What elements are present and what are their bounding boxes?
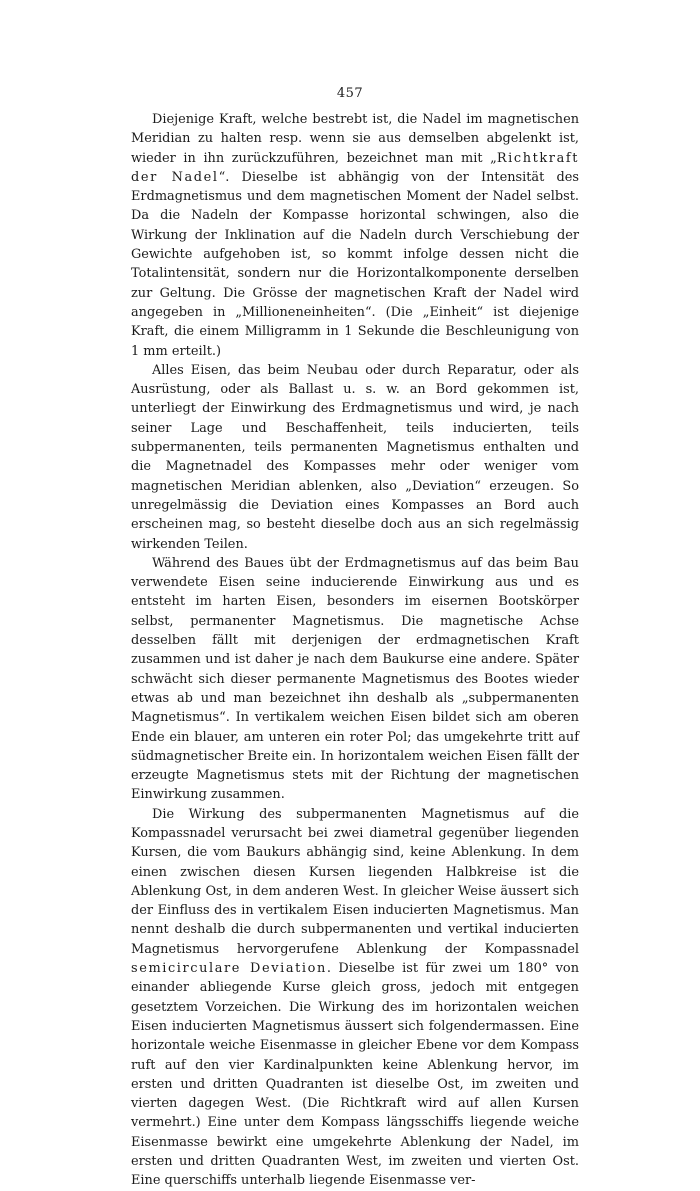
text-run: “. Dieselbe ist abhängig von der Intensität des Erdmagnetismus und dem magnetischen Moment der Nadel selbst. Da die Nadeln der Kompasse horizontal schwingen, also die Wirkung der Inklination auf die Nadeln durch Verschiebung der Gewichte aufgehoben ist, so kommt infolge dessen nicht die Totalintensität, sondern nur die Horizontalkomponente derselben zur Geltung. Die Grösse der magnetischen Kraft der Nadel wird angegeben in „Millioneneinheiten“. (Die „Einheit“ ist diejenige Kraft, die einem Milligramm in 1 Sekunde die Beschleunigung von 1 mm erteilt.) [131,169,579,359]
text-run: . Dieselbe ist für zwei um 180° von einander abliegende Kurse gleich gross, jedoch mit entgegen gesetztem Vorzeichen. Die Wirkung des im horizontalen weichen Eisen inducierten Magnetismus äussert sich folgendermassen. Eine horizontale weiche Eisenmasse in gleicher Ebene vor dem Kompass ruft auf den vier Kardinalpunkten keine Ablenkung hervor, im ersten und dritten Quadranten ist dieselbe Ost, im zweiten und vierten dagegen West. (Die Richtkraft wird auf allen Kursen vermehrt.) Eine unter dem Kompass längsschiffs liegende weiche Eisenmasse bewirkt eine umgekehrte Ablenkung der Nadel, im ersten und dritten Quadranten West, im zweiten und vierten Ost. Eine querschiffs unterhalb liegende Eisenmasse ver- [131,961,579,1189]
body-text [131,110,579,1191]
text-run: Die Wirkung des subpermanenten Magnetismus auf die Kompassnadel verursacht bei zwei diametral gegenüber liegenden Kursen, die vom Baukurs abhängig sind, keine Ablenkung. In dem einen zwischen diesen Kursen liegenden Halbkreise ist die Ablenkung Ost, in dem anderen West. In gleicher Weise äussert sich der Einfluss des in vertikalem Eisen inducierten Magnetismus. Man nennt deshalb die durch subpermanenten und vertikal inducierten Magnetismus hervorgerufene Ablenkung der Kompassnadel [131,806,579,957]
page-number: 457 [336,86,364,101]
paragraph [131,361,579,554]
paragraph [131,554,579,805]
text-run: Während des Baues übt der Erdmagnetismus auf das beim Bau verwendete Eisen seine inducierende Einwirkung aus und es entsteht im harten Eisen, besonders im eisernen Bootskörper selbst, permanenter Magnetismus. Die magnetische Achse desselben fällt mit derjenigen der erdmagnetischen Kraft zusammen und ist daher je nach dem Baukurse eine andere. Später schwächt sich dieser permanente Magnetismus des Bootes wieder etwas ab und man bezeichnet ihn deshalb als „subpermanenten Magnetismus“. In vertikalem weichen Eisen bildet sich am oberen Ende ein blauer, am unteren ein roter Pol; das umgekehrte tritt auf südmagnetischer Breite ein. In horizontalem weichen Eisen fällt der erzeugte Magnetismus stets mit der Richtung der magnetischen Einwirkung zusammen. [131,555,579,803]
paragraph [131,805,579,1191]
emphasized-term: Richtkraft der Nadel [131,150,579,185]
paragraph [131,110,579,361]
text-run: Diejenige Kraft, welche bestrebt ist, die Nadel im magnetischen Meridian zu halten resp. wenn sie aus demselben abgelenkt ist, wieder in ihn zurückzuführen, bezeichnet man mit „ [131,112,579,166]
emphasized-term: semicirculare Deviation [131,961,327,977]
text-run: Alles Eisen, das beim Neubau oder durch Reparatur, oder als Ausrüstung, oder als Ballast u. s. w. an Bord gekommen ist, unterliegt der Einwirkung des Erdmagnetismus und wird, je nach seiner Lage und Beschaffenheit, teils inducierten, teils subpermanenten, teils permanenten Magnetismus enthalten und die Magnetnadel des Kompasses mehr oder weniger vom magnetischen Meridian ablenken, also „Deviation“ erzeugen. So unregelmässig die Deviation eines Kompasses an Bord auch erscheinen mag, so besteht dieselbe doch aus an sich regelmässig wirkenden Teilen. [131,362,579,552]
